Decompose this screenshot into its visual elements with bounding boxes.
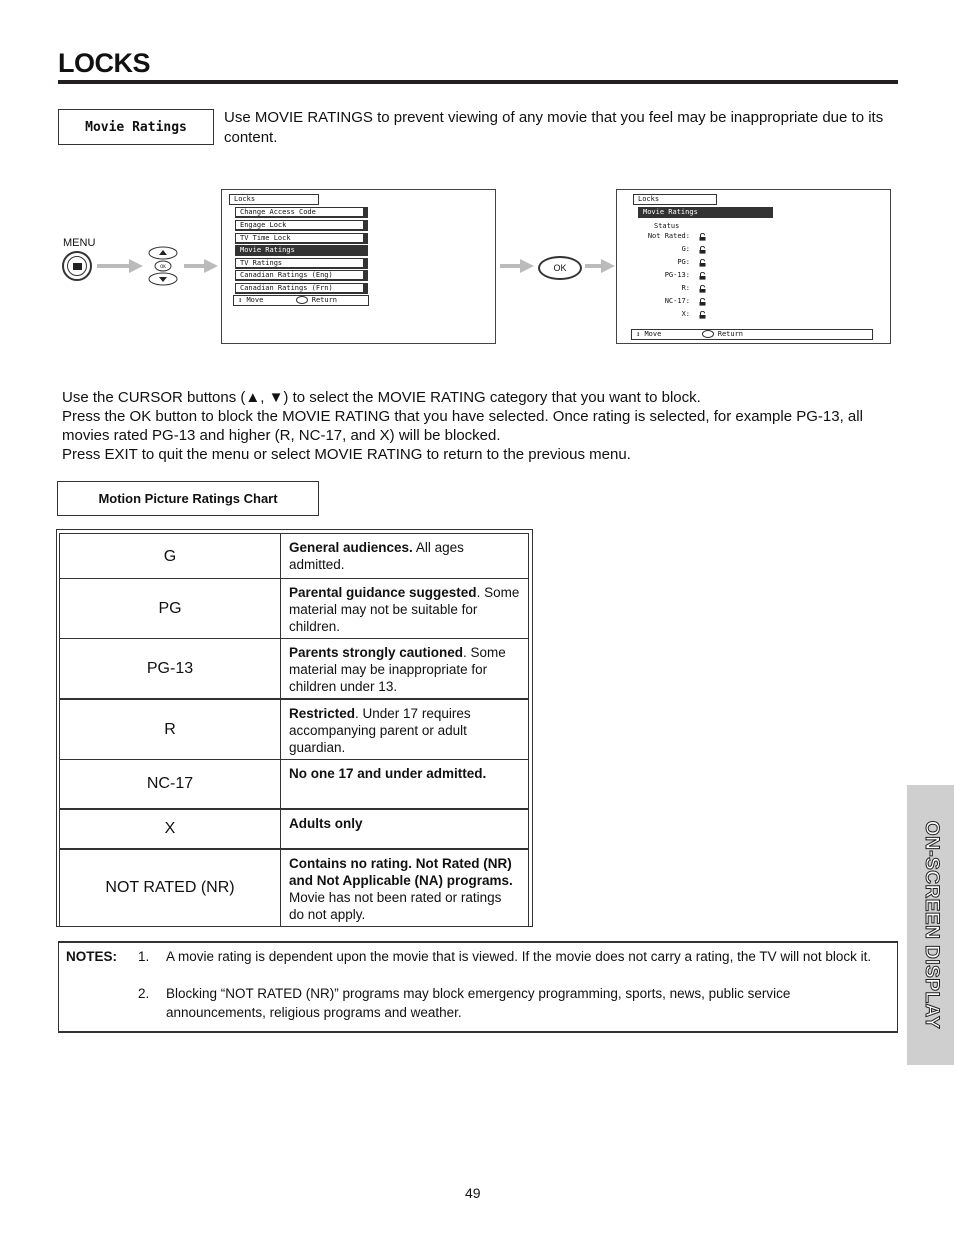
rating-code: X	[60, 809, 281, 849]
rating-description	[281, 699, 529, 760]
menu-title: Locks	[633, 194, 717, 205]
menu-title: Locks	[229, 194, 319, 205]
rating-description-text: . Some material may not be suitable for children.	[289, 585, 520, 634]
svg-text:OK: OK	[160, 264, 166, 269]
rating-row	[60, 534, 529, 579]
exit-icon	[702, 330, 714, 338]
instruction-line: Press the OK button to block the MOVIE RATING that you have selected. Once rating is selected, for example PG-13, all movies rated PG-13 and higher (R, NC-17, and X) will be blocked.	[62, 408, 863, 444]
rating-description	[281, 579, 529, 639]
footer-return: Return	[717, 330, 744, 338]
rating-description-text: Movie has not been rated or ratings do not apply.	[289, 889, 502, 922]
rating-description-bold: Adults only	[289, 815, 363, 831]
rating-description-text: All ages admitted.	[289, 540, 464, 572]
menu-item-selected[interactable]: Movie Ratings	[235, 245, 368, 256]
tv-screen-locks-menu	[221, 189, 496, 344]
rating-row-label[interactable]: NC-17:	[664, 297, 690, 305]
rating-description	[281, 639, 529, 700]
lock-icon	[699, 298, 706, 306]
footer-move: Move	[246, 296, 264, 304]
menu-button-icon	[62, 251, 92, 281]
note-number: 1.	[138, 949, 150, 964]
notes-label: NOTES:	[66, 949, 118, 964]
lock-icon	[699, 311, 706, 319]
updown-icon: ↕	[636, 330, 641, 338]
note-text: A movie rating is dependent upon the movie that is viewed. If the movie does not carry a rating, the TV will not block it.	[166, 949, 872, 964]
rating-row	[60, 579, 529, 639]
arrow-right-icon	[585, 259, 615, 273]
arrow-right-icon	[184, 259, 218, 273]
note-text: Blocking “NOT RATED (NR)” programs may block emergency programming, sports, news, public service announcements, religious programs and weather.	[166, 986, 791, 1020]
rating-description-bold: Parents strongly cautioned	[289, 645, 464, 660]
lock-icon	[699, 246, 706, 254]
chart-title: Motion Picture Ratings Chart	[57, 481, 319, 516]
rating-description-bold: Restricted	[289, 706, 356, 721]
notes-box	[58, 941, 898, 1033]
rating-row	[60, 760, 529, 809]
feature-label-box: Movie Ratings	[58, 109, 214, 145]
menu-item[interactable]: Canadian Ratings (Eng)	[235, 270, 368, 281]
side-tab-label: ON-SCREEN DISPLAY	[920, 820, 942, 1030]
title-rule	[58, 80, 898, 84]
rating-description-bold: General audiences.	[289, 540, 413, 555]
menu-footer	[233, 295, 369, 306]
rating-row-label[interactable]: PG-13:	[664, 271, 690, 279]
lock-icon	[699, 272, 706, 280]
section-side-tab	[907, 785, 954, 1065]
rating-code: G	[60, 534, 281, 579]
rating-code: NC-17	[60, 760, 281, 809]
rating-code: PG-13	[60, 639, 281, 700]
menu-item[interactable]: Change Access Code	[235, 207, 368, 218]
rating-row	[60, 809, 529, 849]
page-title: LOCKS	[58, 48, 150, 78]
page-number: 49	[465, 1185, 481, 1201]
ok-button-icon: OK	[538, 256, 582, 280]
menu-label: MENU	[63, 237, 96, 249]
menu-footer	[631, 329, 873, 340]
rating-code: PG	[60, 579, 281, 639]
rating-description-text: . Under 17 requires accompanying parent or adult guardian.	[289, 706, 471, 755]
rating-description	[281, 809, 529, 849]
submenu-title: Movie Ratings	[638, 207, 773, 218]
rating-row	[60, 699, 529, 760]
rating-description	[281, 760, 529, 809]
rating-description	[281, 534, 529, 579]
rating-description-bold: Parental guidance suggested	[289, 585, 477, 600]
rating-row-label[interactable]: Not Rated:	[647, 232, 690, 240]
instructions	[62, 388, 902, 464]
rating-code: NOT RATED (NR)	[60, 849, 281, 927]
lock-icon	[699, 285, 706, 293]
lock-icon	[699, 233, 706, 241]
cursor-pad-icon	[148, 245, 178, 287]
exit-icon	[296, 296, 308, 304]
rating-row-label[interactable]: X:	[681, 310, 690, 318]
menu-item[interactable]: TV Ratings	[235, 258, 368, 269]
intro-text: Use MOVIE RATINGS to prevent viewing of any movie that you feel may be inappropriate due to its content.	[224, 109, 884, 146]
instruction-line: Use the CURSOR buttons (▲, ▼) to select the MOVIE RATING category that you want to block.	[62, 389, 701, 406]
rating-row	[60, 639, 529, 700]
rating-row	[60, 849, 529, 927]
rating-row-label[interactable]: G:	[681, 245, 690, 253]
rating-row-label[interactable]: PG:	[677, 258, 690, 266]
footer-move: Move	[644, 330, 662, 338]
ratings-chart	[56, 529, 533, 927]
menu-item[interactable]: TV Time Lock	[235, 233, 368, 244]
rating-description-text: . Some material may be inappropriate for children under 13.	[289, 645, 506, 694]
footer-return: Return	[311, 296, 338, 304]
updown-icon: ↕	[238, 296, 243, 304]
rating-description-bold: No one 17 and under admitted.	[289, 766, 487, 781]
lock-icon	[699, 259, 706, 267]
note-number: 2.	[138, 986, 150, 1001]
rating-description	[281, 849, 529, 927]
status-label: Status	[654, 222, 680, 230]
arrow-right-icon	[500, 259, 534, 273]
menu-item[interactable]: Canadian Ratings (Frn)	[235, 283, 368, 294]
instruction-line: Press EXIT to quit the menu or select MOVIE RATING to return to the previous menu.	[62, 446, 631, 463]
rating-code: R	[60, 699, 281, 760]
menu-item[interactable]: Engage Lock	[235, 220, 368, 231]
tv-screen-movie-ratings	[616, 189, 891, 344]
arrow-right-icon	[97, 259, 143, 273]
rating-description-bold: Contains no rating. Not Rated (NR) and Not Applicable (NA) programs.	[289, 855, 513, 888]
rating-row-label[interactable]: R:	[681, 284, 690, 292]
ratings-table	[59, 533, 529, 927]
